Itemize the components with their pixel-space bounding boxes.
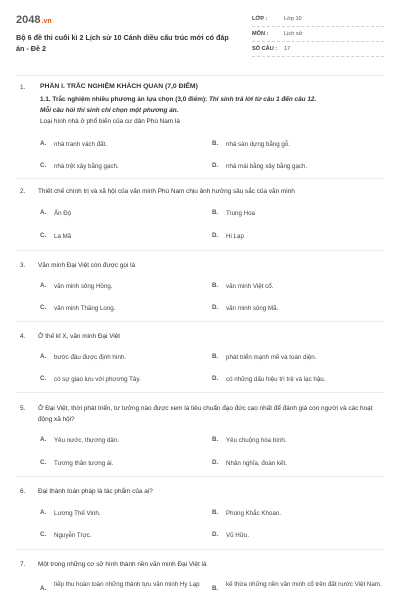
answer-option[interactable]: B. kế thừa những nền văn minh cổ trên đất nước Việt Nam. [212, 581, 382, 592]
meta-row-count: SỐ CÂU : 17 [252, 42, 384, 57]
question-divider [16, 178, 384, 179]
answer-option[interactable]: B. Yêu chuộng hòa bình. [212, 436, 287, 444]
question-divider [16, 549, 384, 550]
answer-option[interactable]: A. nhà tranh vách đất. [40, 140, 107, 148]
answer-option[interactable]: A. văn minh sông Hồng. [40, 282, 113, 290]
question-text: Loại hình nhà ở phổ biến của cư dân Phù Nam là [40, 118, 180, 125]
answer-option[interactable]: B. Phùng Khắc Khoan. [212, 509, 282, 517]
question-text: Ở Đại Việt, thời phát triển, tư tưởng nào được xem là tiêu chuẩn đạo đức cao nhất để đánh giá con người và các hoạt động xã hội? [38, 405, 373, 423]
question-text: Ở thế kỉ X, văn minh Đại Việt [38, 333, 121, 340]
answer-option[interactable]: A. Lương Thế Vinh. [40, 509, 101, 517]
answer-option[interactable]: C. nhà trệt xây bằng gạch. [40, 162, 119, 170]
answer-option[interactable]: B. Trung Hoa [212, 209, 256, 217]
question-number: 7. [20, 561, 26, 568]
answer-option[interactable]: A. Yêu nước, thương dân. [40, 436, 119, 444]
meta-row-subject: MÔN : Lịch sử [252, 27, 384, 42]
answer-option[interactable]: D. Vũ Hữu. [212, 531, 250, 539]
answer-option[interactable]: C. La Mã [40, 232, 72, 240]
answer-option[interactable]: A. tiếp thu hoàn toàn những thành tựu văn minh Hy Lạp [40, 581, 200, 592]
question-text: Thiết chế chính trị và xã hội của văn minh Phù Nam chịu ảnh hưởng sâu sắc của văn minh [38, 188, 295, 195]
question-divider [16, 392, 384, 393]
question-text: Một trong những cơ sở hình thành nền văn minh Đại Việt là [38, 561, 207, 568]
question-divider [16, 321, 384, 322]
question-number: 3. [20, 262, 26, 269]
question-divider [16, 476, 384, 477]
meta-row-grade: LỚP : Lớp 10 [252, 12, 384, 27]
answer-option[interactable]: C. có sự giao lưu với phương Tây. [40, 375, 141, 383]
question-text: Văn minh Đại Việt còn được gọi là [38, 262, 136, 269]
answer-option[interactable]: A. Ấn Độ [40, 209, 72, 217]
answer-option[interactable]: D. Nhân nghĩa, đoàn kết. [212, 459, 287, 467]
question-text: Đại thành toán pháp là tác phẩm của ai? [38, 488, 153, 495]
question-divider [16, 250, 384, 251]
part-instruction: 1.1. Trắc nghiệm nhiều phương án lựa chọn (3,0 điểm): Thí sinh trả lời từ câu 1 đến câu 12. Mỗi câu hỏi thí sinh chỉ chọn một phương án. Loại hình nhà ở phổ biến của cư dân Phù Nam là [40, 96, 317, 125]
question-number: 4. [20, 333, 26, 340]
question-number: 5. [20, 405, 26, 412]
answer-option[interactable]: D. nhà mái bằng xây bằng gạch. [212, 162, 308, 170]
page-header [16, 10, 384, 70]
answer-option[interactable]: D. có những dấu hiệu trì trệ và lạc hậu. [212, 375, 326, 383]
answer-option[interactable]: C. văn minh Thăng Long. [40, 304, 116, 312]
header-divider [16, 75, 384, 76]
answer-option[interactable]: C. Nguyễn Trực. [40, 531, 92, 539]
page-title: Bộ 6 đề thi cuối kì 2 Lịch sử 10 Cánh diều cấu trúc mới có đáp án - Đề 2 [16, 33, 229, 53]
question-number: 1. [20, 84, 26, 91]
question-number: 6. [20, 488, 26, 495]
answer-option[interactable]: B. nhà sàn dựng bằng gỗ. [212, 140, 291, 148]
question-number: 2. [20, 188, 26, 195]
answer-option[interactable]: A. bước đầu được định hình. [40, 353, 127, 361]
answer-option[interactable]: C. Tương thân tương ái. [40, 459, 114, 467]
answer-option[interactable]: B. văn minh Việt cổ. [212, 282, 274, 290]
answer-option[interactable]: D. Hi Lạp [212, 232, 244, 240]
answer-option[interactable]: D. văn minh sông Mã. [212, 304, 279, 312]
part-title: PHẦN I. TRẮC NGHIỆM KHÁCH QUAN (7,0 ĐIỂM) [40, 83, 198, 90]
exam-meta [252, 12, 384, 57]
answer-option[interactable]: B. phát triển mạnh mẽ và toàn diện. [212, 353, 317, 361]
site-logo[interactable]: 2048.vn [16, 14, 52, 26]
